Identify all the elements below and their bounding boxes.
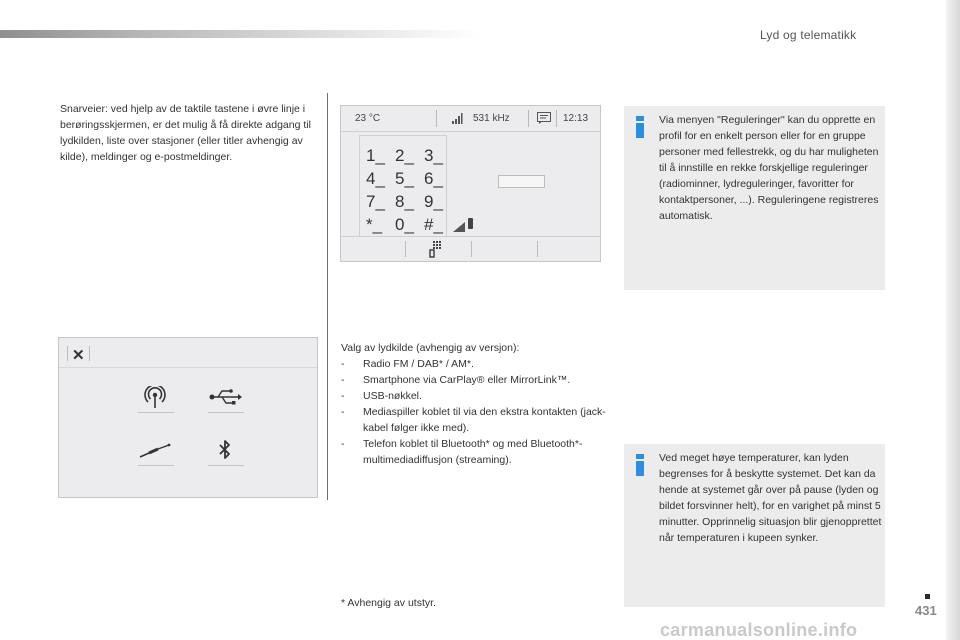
tab-divider [471,241,472,257]
clock-readout: 12:13 [563,113,589,124]
info-box-settings [624,106,885,290]
keypad-key: 8_ [395,192,414,211]
sources-top-bar [59,338,317,368]
bluetooth-icon [208,439,242,461]
list-item: - Smartphone via CarPlay® eller MirrorLink™. [341,374,571,386]
keypad-key: 4_ [366,169,385,188]
close-icon: ✕ [72,347,85,364]
keypad-key: 0_ [395,215,414,234]
info-text: Ved meget høye temperaturer, kan lyden begrenses for å beskytte systemet. Det kan da hende at systemet går over på pause (lyden og bildet forsvinner helt), for en varighet på minst 5 minutter. Opprinnelig situasjon blir gjenopprettet når temperaturen i kupeen synker. [659,452,882,544]
footnote: * Avhengig av utstyr. [341,597,436,609]
section-title: Lyd og telematikk [760,28,857,42]
intro-paragraph: Snarveier: ved hjelp av de taktile tastene i øvre linje i berøringsskjermen, er det mulig å få direkte adgang til lydkilden, liste over stasjoner (eller titler avhengig av kilde), meldinger og e-postmeldinger. [60,103,311,163]
keypad-key: #_ [424,215,443,234]
header-gradient-bar [0,30,480,38]
number-display-field [498,175,545,188]
column-divider [327,93,328,500]
battery-icon [468,218,473,229]
signal-icon [451,113,463,125]
status-bar [341,106,600,132]
list-item: - Telefon koblet til Bluetooth* og med Bluetooth*-multimediadiffusjon (streaming). [341,438,583,466]
radio-antenna-icon [138,386,172,408]
phone-signal-icon [453,222,465,232]
watermark: carmanualsonline.info [660,620,858,640]
list-item: - Radio FM / DAB* / AM*. [341,358,474,370]
keypad-key: *_ [366,215,383,234]
keypad-key: 1_ [366,146,385,165]
keypad-key: 7_ [366,192,385,211]
top-divider [89,346,90,361]
info-icon [636,454,645,476]
info-icon [636,116,645,138]
status-divider [556,110,557,127]
keypad-key: 9_ [424,192,443,211]
keypad-key: 3_ [424,146,443,165]
phone-keypad-icon [429,240,443,258]
status-divider [528,110,529,127]
keypad-key: 6_ [424,169,443,188]
list-item: - USB-nøkkel. [341,390,422,402]
message-icon [537,112,551,124]
keypad-key: 2_ [395,146,414,165]
info-box-temperature [624,444,885,607]
list-item: - Mediaspiller koblet til via den ekstra kontakten (jack-kabel følger ikke med). [341,406,606,434]
tab-divider [537,241,538,257]
top-divider [67,346,68,361]
page-marker [925,594,930,599]
usb-icon [208,386,242,408]
audio-sources-text [341,340,616,468]
temperature-readout: 23 °C [355,113,381,124]
icon-underline [208,465,244,466]
dial-keypad [359,135,447,237]
audio-sources-screen [58,337,318,498]
phone-tab-bar [341,236,600,261]
jack-cable-icon [138,441,172,463]
status-divider [436,110,437,127]
tab-divider [405,241,406,257]
icon-underline [138,412,174,413]
icon-underline [208,412,244,413]
phone-screen-illustration [340,105,601,262]
info-text: Via menyen "Reguleringer" kan du opprette en profil for en enkelt person eller for en gruppe personer med fellestrekk, og du har muligheten til å innstille en rekke forskjellige reguleringer (radiominner, lydreguleringer, favoritter for kontaktpersoner, ...). Reguleringene registreres automatisk. [659,114,879,222]
frequency-readout: 531 kHz [473,113,510,124]
sources-intro: Valg av lydkilde (avhengig av versjon): [341,342,520,354]
keypad-key: 5_ [395,169,414,188]
page-edge-shadow [946,0,960,640]
icon-underline [138,465,174,466]
page-number: 431 [915,603,937,618]
